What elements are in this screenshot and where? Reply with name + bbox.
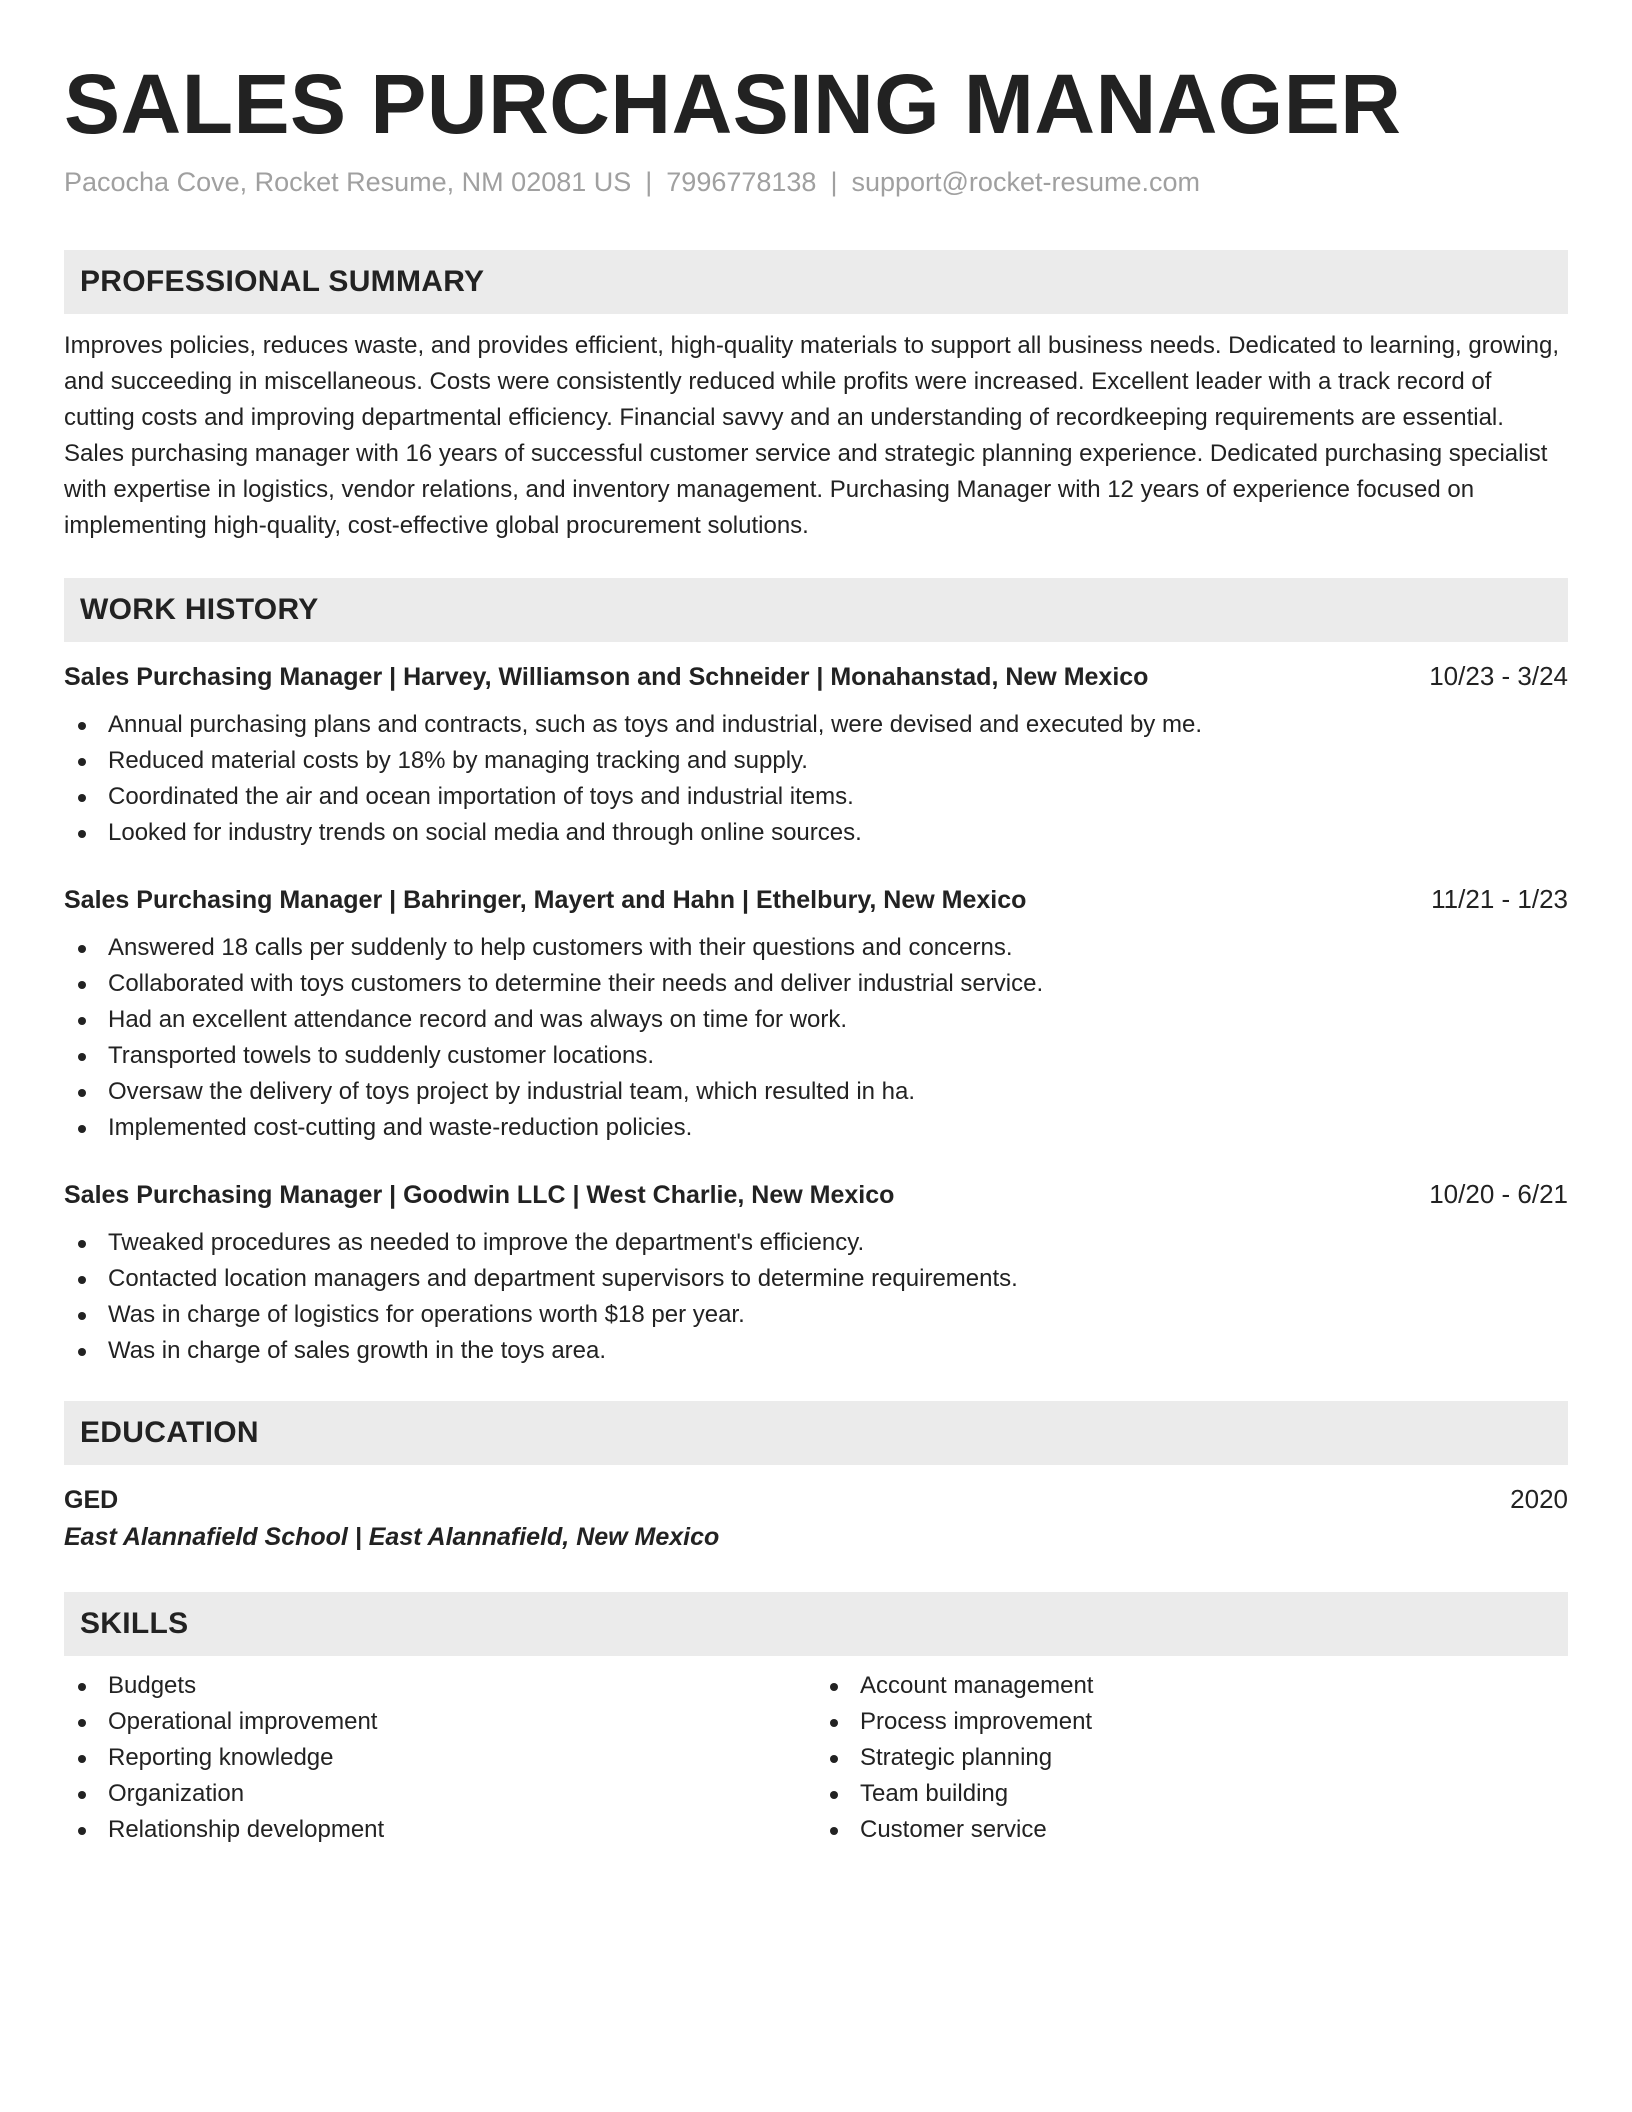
job-bullet: [64, 1297, 1568, 1333]
education-school: East Alannafield School | East Alannafield, New Mexico: [64, 1523, 720, 1551]
skill-text: Relationship development: [108, 1816, 385, 1843]
bullet-icon: [78, 981, 86, 989]
bullet-icon: [830, 1791, 838, 1799]
bullet-icon: [78, 1312, 86, 1320]
job-bullet: [64, 1038, 1568, 1074]
skill-text: Account management: [860, 1672, 1094, 1699]
skill-text: Process improvement: [860, 1708, 1093, 1735]
skills-column-left: [64, 1668, 816, 1848]
bullet-icon: [78, 1089, 86, 1097]
bullet-icon: [78, 1348, 86, 1356]
job-bullet-text: Coordinated the air and ocean importation of toys and industrial items.: [108, 783, 854, 810]
job-bullet-text: Was in charge of logistics for operations worth $18 per year.: [108, 1301, 745, 1328]
summary-section-header: PROFESSIONAL SUMMARY: [64, 250, 1568, 314]
job-bullet-text: Oversaw the delivery of toys project by industrial team, which resulted in ha.: [108, 1078, 916, 1105]
skill-text: Organization: [108, 1780, 245, 1807]
bullet-icon: [78, 722, 86, 730]
work-history-section-header: WORK HISTORY: [64, 578, 1568, 642]
contact-separator: |: [645, 167, 653, 197]
skill-item: [816, 1776, 1568, 1812]
job-bullet-list: [64, 930, 1568, 1146]
education-section-header: EDUCATION: [64, 1401, 1568, 1465]
bullet-icon: [78, 830, 86, 838]
job-bullet: [64, 1225, 1568, 1261]
bullet-icon: [78, 945, 86, 953]
job-bullet: [64, 966, 1568, 1002]
job-entry: [64, 658, 1568, 851]
education-heading-row: [64, 1481, 1568, 1518]
bullet-icon: [78, 1017, 86, 1025]
education-year: 2020: [1510, 1484, 1568, 1514]
bullet-icon: [830, 1827, 838, 1835]
skill-item: [816, 1740, 1568, 1776]
job-dates: 11/21 - 1/23: [1431, 884, 1568, 914]
bullet-icon: [78, 758, 86, 766]
bullet-icon: [78, 1719, 86, 1727]
bullet-icon: [78, 1827, 86, 1835]
job-bullet: [64, 930, 1568, 966]
skills-list: [64, 1668, 816, 1848]
skill-text: Operational improvement: [108, 1708, 378, 1735]
job-bullet: [64, 815, 1568, 851]
contact-separator: |: [830, 167, 838, 197]
skill-item: [64, 1740, 816, 1776]
bullet-icon: [830, 1683, 838, 1691]
job-bullet-text: Was in charge of sales growth in the toys area.: [108, 1337, 607, 1364]
job-entry: [64, 881, 1568, 1146]
job-bullet-text: Reduced material costs by 18% by managing tracking and supply.: [108, 747, 808, 774]
skill-item: [64, 1704, 816, 1740]
bullet-icon: [830, 1719, 838, 1727]
job-bullet-text: Annual purchasing plans and contracts, such as toys and industrial, were devised and executed by me.: [108, 711, 1202, 738]
skill-item: [64, 1668, 816, 1704]
skill-item: [816, 1704, 1568, 1740]
bullet-icon: [830, 1755, 838, 1763]
bullet-icon: [78, 1276, 86, 1284]
skills-section-header: SKILLS: [64, 1592, 1568, 1656]
job-bullet-text: Implemented cost-cutting and waste-reduction policies.: [108, 1114, 693, 1141]
job-dates: 10/20 - 6/21: [1429, 1179, 1568, 1209]
contact-email: support@rocket-resume.com: [851, 167, 1200, 197]
skill-item: [64, 1812, 816, 1848]
job-bullet: [64, 1074, 1568, 1110]
job-bullet: [64, 1333, 1568, 1369]
job-heading-row: [64, 658, 1568, 695]
education-degree: GED: [64, 1486, 119, 1514]
job-heading-row: [64, 881, 1568, 918]
skill-item: [816, 1668, 1568, 1704]
bullet-icon: [78, 1683, 86, 1691]
summary-text: Improves policies, reduces waste, and provides efficient, high-quality materials to support all business needs. Dedicated to learning, growing, and succeeding in miscellaneous. Costs were consistently reduced while profits were increased. Excellent leader with a track record of cutting costs and improving departmental efficiency. Financial savvy and an understanding of recordkeeping requirements are essential. Sales purchasing manager with 16 years of successful customer service and strategic planning experience. Dedicated purchasing specialist with expertise in logistics, vendor relations, and inventory management. Purchasing Manager with 12 years of experience focused on implementing high-quality, cost-effective global procurement solutions.: [64, 332, 1560, 539]
bullet-icon: [78, 1240, 86, 1248]
bullet-icon: [78, 1755, 86, 1763]
bullet-icon: [78, 794, 86, 802]
job-bullet-text: Transported towels to suddenly customer locations.: [108, 1042, 655, 1069]
job-bullet: [64, 1002, 1568, 1038]
skills-column-right: [816, 1668, 1568, 1848]
skill-text: Team building: [860, 1780, 1009, 1807]
contact-address: Pacocha Cove, Rocket Resume, NM 02081 US: [64, 167, 632, 197]
skills-list: [816, 1668, 1568, 1848]
job-bullet-list: [64, 1225, 1568, 1369]
skills-grid: [64, 1668, 1568, 1848]
job-dates: 10/23 - 3/24: [1429, 661, 1568, 691]
job-bullet-list: [64, 707, 1568, 851]
job-bullet: [64, 1261, 1568, 1297]
skill-text: Budgets: [108, 1672, 197, 1699]
skill-text: Customer service: [860, 1816, 1047, 1843]
job-bullet-text: Answered 18 calls per suddenly to help customers with their questions and concerns.: [108, 934, 1013, 961]
contact-line: [64, 164, 1568, 200]
skill-text: Reporting knowledge: [108, 1744, 334, 1771]
job-bullet: [64, 1110, 1568, 1146]
job-heading: Sales Purchasing Manager | Bahringer, Mayert and Hahn | Ethelbury, New Mexico: [64, 886, 1027, 914]
job-bullet: [64, 743, 1568, 779]
job-bullet: [64, 707, 1568, 743]
job-entry: [64, 1176, 1568, 1369]
bullet-icon: [78, 1125, 86, 1133]
candidate-name: SALES PURCHASING MANAGER: [64, 57, 1402, 151]
job-heading-row: [64, 1176, 1568, 1213]
bullet-icon: [78, 1791, 86, 1799]
skill-item: [64, 1776, 816, 1812]
job-bullet-text: Looked for industry trends on social media and through online sources.: [108, 819, 862, 846]
contact-phone: 7996778138: [666, 167, 817, 197]
job-bullet-text: Contacted location managers and department supervisors to determine requirements.: [108, 1265, 1018, 1292]
bullet-icon: [78, 1053, 86, 1061]
job-heading: Sales Purchasing Manager | Goodwin LLC | West Charlie, New Mexico: [64, 1181, 895, 1209]
skill-text: Strategic planning: [860, 1744, 1053, 1771]
job-bullet-text: Had an excellent attendance record and was always on time for work.: [108, 1006, 848, 1033]
job-bullet-text: Collaborated with toys customers to determine their needs and deliver industrial service.: [108, 970, 1044, 997]
job-heading: Sales Purchasing Manager | Harvey, Williamson and Schneider | Monahanstad, New Mexico: [64, 663, 1149, 691]
skill-item: [816, 1812, 1568, 1848]
job-bullet-text: Tweaked procedures as needed to improve the department's efficiency.: [108, 1229, 865, 1256]
job-bullet: [64, 779, 1568, 815]
